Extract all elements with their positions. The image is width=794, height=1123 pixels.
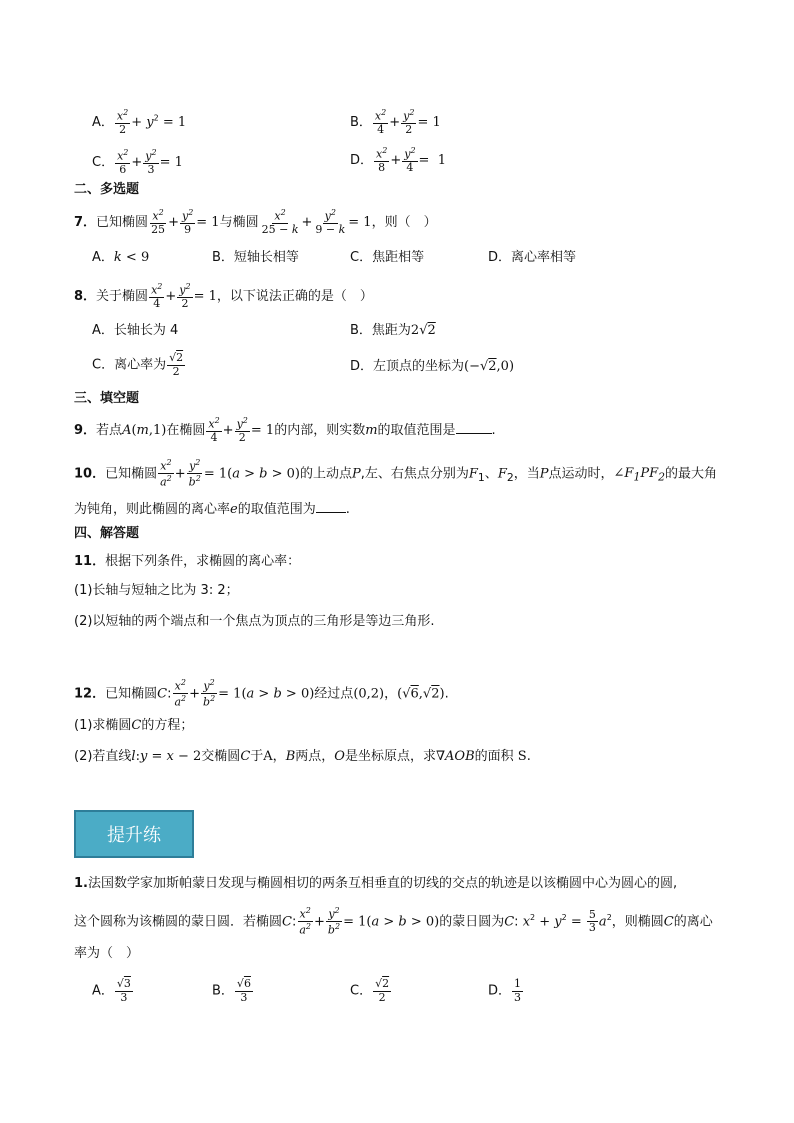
question-9: 9．若点A(m,1)在椭圆 $\frac{x^2}{4}$ + $\frac{y^2}{2}$ = 1的内部，则实数m的取值范围是 . — [74, 416, 496, 445]
q8-option-c: C．离心率为 $\frac{√2}{2}$ — [92, 351, 184, 378]
q8-option-d: D．左顶点的坐标为(−√2,0) — [350, 359, 515, 374]
t1-option-c: C． $\frac{√2}{2}$ — [350, 977, 390, 1004]
question-8: 8．关于椭圆 $\frac{x^2}{4}$ + $\frac{y^2}{2}$ = 1，以下说法正确的是（ ） — [74, 282, 373, 311]
t1-option-b: B． $\frac{√6}{3}$ — [212, 977, 251, 1004]
q10-answer-blank — [316, 501, 346, 513]
t1-option-a: A． $\frac{√3}{3}$ — [92, 977, 131, 1004]
q7-option-b: B．短轴长相等 — [212, 250, 299, 265]
section-heading-answer: 四、解答题 — [74, 526, 140, 541]
section-badge-advanced: 提升练 — [74, 810, 194, 858]
q7-options: A．k < 9 — [92, 250, 150, 265]
question-12: 12．已知椭圆C: $\frac{x^2}{a^2}$ + $\frac{y^2}{b^2}$ = 1(a > b > 0)经过点(0,2)，(√6,√2). — [74, 678, 449, 709]
q6-option-d: D． $\frac{x^2}{8}$ + $\frac{y^2}{4}$ = 1 — [350, 146, 446, 175]
t1-option-d: D． $\frac{1}{3}$ — [488, 977, 522, 1004]
q6-option-b: B． $\frac{x^2}{4}$ + $\frac{y^2}{2}$ = 1 — [350, 108, 441, 137]
advanced-question-1-line2: 这个圆称为该椭圆的蒙日圆．若椭圆C: $\frac{x^2}{a^2}$ + $\frac{y^2}{b^2}$ = 1(a > b > 0)的蒙日圆为C: $x^2 + y^2$ = $\frac{5}{3}$ $a^2$，则椭圆C的离心 — [74, 906, 713, 937]
question-10-line2: 为钝角，则此椭圆的离心率e的取值范围为 . — [74, 502, 350, 517]
q9-answer-blank — [456, 422, 492, 434]
q12-part-2: (2)若直线l:y = x − 2交椭圆C于A，B两点，O是坐标原点，求∇AOB的面积 S. — [74, 749, 531, 764]
section-heading-fill: 三、填空题 — [74, 391, 140, 406]
advanced-question-1-line1: 1.法国数学家加斯帕蒙日发现与椭圆相切的两条互相垂直的切线的交点的轨迹是以该椭圆中心为圆心的圆, — [74, 876, 678, 891]
q6-option-c: C． $\frac{x^2}{6}$ + $\frac{y^2}{3}$ = 1 — [92, 148, 183, 177]
question-10: 10．已知椭圆 $\frac{x^2}{a^2}$ + $\frac{y^2}{b^2}$ = 1(a > b > 0)的上动点P,左、右焦点分别为$F_1$、$F_2$，当P点运动时，$\angle F_1PF_2$的最大角 — [74, 458, 718, 489]
q8-option-a: A．长轴长为 4 — [92, 323, 179, 338]
q6-option-a: A． $\frac{x^2}{2}$ + $y^2 = 1$ — [92, 108, 187, 137]
question-7: 7．已知椭圆 $\frac{x^2}{25}$ + $\frac{y^2}{9}$ = 1与椭圆 $\frac{x^2}{25 - k}$ + $\frac{y^2}{9 - k}$ = 1，则（ ） — [74, 208, 437, 237]
q7-option-c: C．焦距相等 — [350, 250, 425, 265]
q7-option-d: D．离心率相等 — [488, 250, 577, 265]
q11-part-2: (2)以短轴的两个端点和一个焦点为顶点的三角形是等边三角形. — [74, 614, 435, 629]
q8-option-b: B．焦距为2√2 — [350, 323, 436, 338]
q11-part-1: (1)长轴与短轴之比为 3: 2； — [74, 583, 239, 598]
q12-part-1: (1)求椭圆C的方程； — [74, 718, 194, 733]
section-heading-multi: 二、多选题 — [74, 182, 140, 197]
advanced-question-1-line3: 率为（ ） — [74, 946, 140, 961]
question-11: 11．根据下列条件，求椭圆的离心率： — [74, 554, 301, 569]
